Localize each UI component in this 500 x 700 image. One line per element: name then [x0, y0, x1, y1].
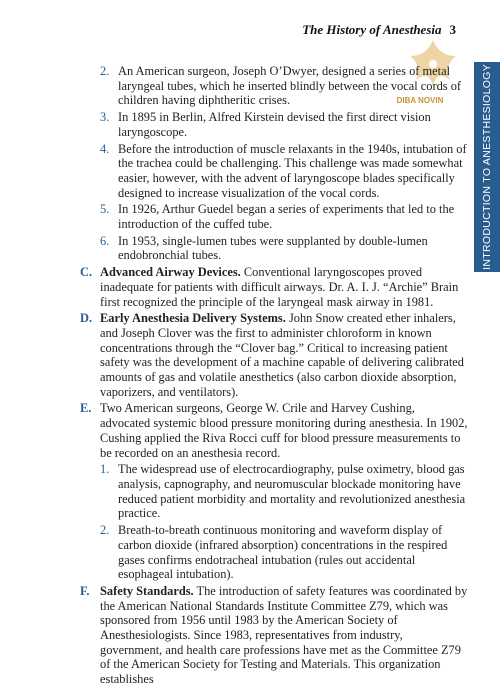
page-body [80, 64, 468, 689]
section-item: F. Safety Standards. The introduction of safety features was coordinated by the American National Standards Institute Committee Z79, which was sponsored from 1956 until 1983 by the American Society of Anesthesiologists. Since 1983, representatives from industry, government, and health care professions have met as the Committee Z79 of the American Society for Testing and Materials. This organization establishes [80, 583, 468, 687]
chapter-title: The History of Anesthesia [302, 22, 442, 37]
section-item: D. Early Anesthesia Delivery Systems. John Snow created ether inhalers, and Joseph Clover was the first to administer chloroform in known concentrations through the “Clover bag.” Critical to increasing patient safety was the development of a machine capable of delivering calibrated amounts of gas and volatile anesthetics (also carbon dioxide absorption, vaporizers, and ventilators). [80, 311, 464, 399]
side-tab-label: INTRODUCTION TO ANESTHESIOLOGY [481, 64, 493, 270]
list-item: 5. In 1926, Arthur Guedel began a series of experiments that led to the introduction of the cuffed tube. [100, 202, 455, 232]
watermark-text: DIBA NOVIN [396, 96, 444, 105]
section-heading: Advanced Airway Devices. [100, 265, 241, 280]
section-heading: Early Anesthesia Delivery Systems. [100, 311, 286, 326]
list-item: 6. In 1953, single-lumen tubes were supplanted by double-lumen endobronchial tubes. [100, 233, 428, 263]
list-item: 2. Breath-to-breath continuous monitoring and waveform display of carbon dioxide (infrared absorption) concentrations in the respired gases confirms endotracheal intubation (rules out accidental esophageal intubation). [100, 523, 448, 582]
page-number: 3 [449, 22, 456, 37]
list-item: 3. In 1895 in Berlin, Alfred Kirstein devised the first direct vision laryngoscope. [100, 110, 431, 139]
section-item: C. Advanced Airway Devices. Conventional laryngoscopes proved inadequate for patients with difficult airways. Dr. A. I. J. “Archie” Brain first recognized the principle of the laryngeal mask airway in 1981. [80, 265, 459, 309]
list-item: 1. The widespread use of electrocardiography, pulse oximetry, blood gas analysis, capnography, and neuromuscular blockade monitoring have reduced patient morbidity and mortality and revolutionized anesthesia practice. [100, 462, 466, 521]
list-item: 4. Before the introduction of muscle relaxants in the 1940s, intubation of the trachea could be challenging. This challenge was made somewhat easier, however, with the advent of laryngoscope blades specifically designed to increase visualization of the vocal cords. [100, 141, 467, 200]
list-item: 2. An American surgeon, Joseph O’Dwyer, designed a series of metal laryngeal tubes, which he inserted blindly between the vocal cords of children having diphtheritic crises. [100, 64, 462, 108]
section-heading: Safety Standards. [100, 583, 194, 598]
section-item: E. Two American surgeons, George W. Crile and Harvey Cushing, advocated systemic blood pressure monitoring during anesthesia. In 1902, Cushing applied the Riva Rocci cuff for blood pressure measurements to be recorded on an anesthesia record. [80, 401, 468, 460]
